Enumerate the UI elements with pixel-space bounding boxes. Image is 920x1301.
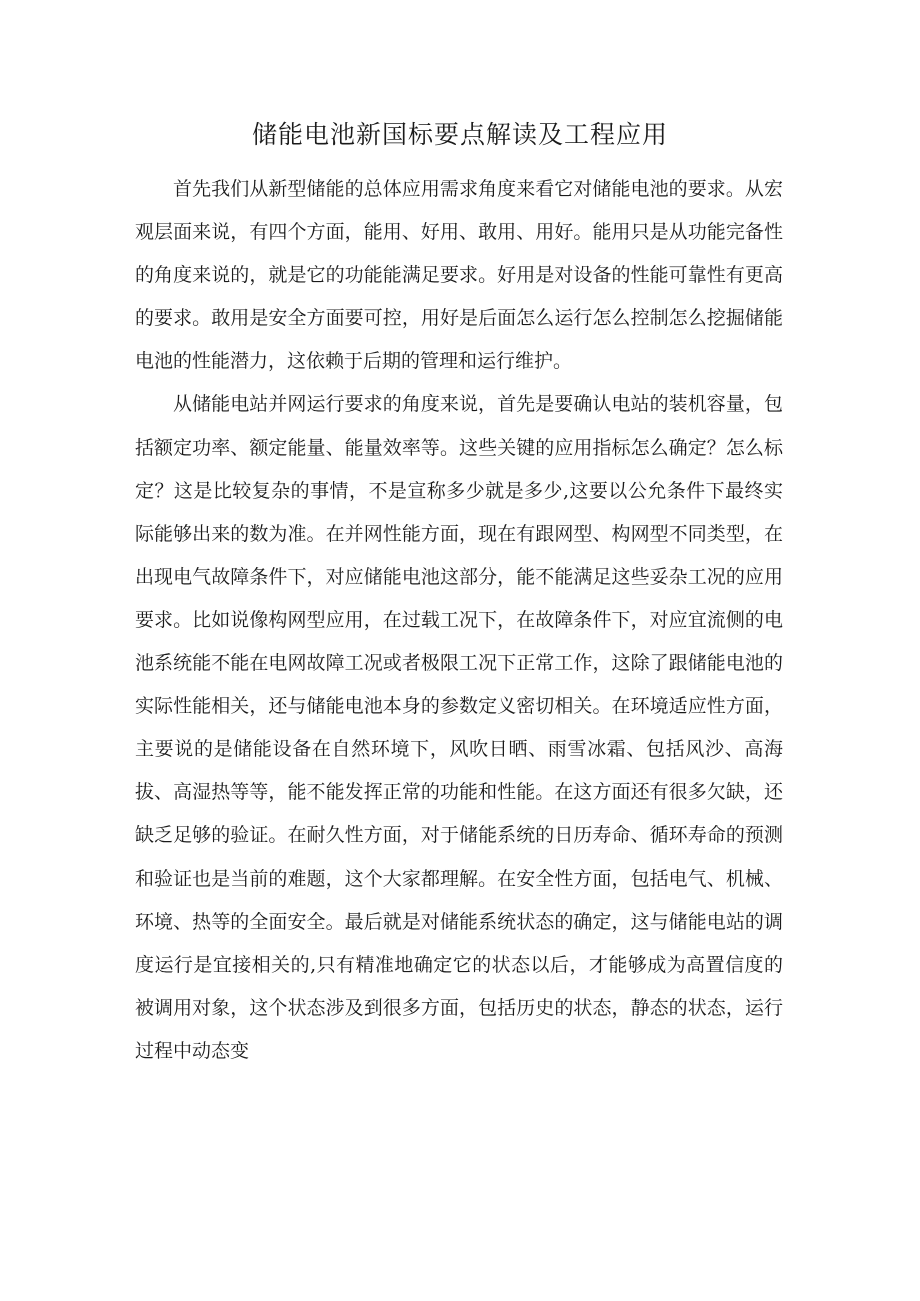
paragraph-2: 从储能电站并网运行要求的角度来说，首先是要确认电站的装机容量，包括额定功率、额定能量、能量效率等。这些关键的应用指标怎么确定？怎么标定？这是比较复杂的事情，不是宣称多少就是多少,这要以公允条件下最终实际能够出来的数为准。在并网性能方面，现在有跟网型、构网型不同类型，在出现电气故障条件下，对应储能电池这部分，能不能满足这些妥杂工况的应用要求。比如说像构网型应用，在过载工况下，在故障条件下，对应宜流侧的电池系统能不能在电网故障工况或者极限工况下正常工作，这除了跟储能电池的实际性能相关，还与储能电池本身的参数定义密切相关。在环境适应性方面，主要说的是储能设备在自然环境下，风吹日晒、雨雪冰霜、包括风沙、高海拔、高湿热等等，能不能发挥正常的功能和性能。在这方面还有很多欠缺，还缺乏足够的验证。在耐久性方面，对于储能系统的日历寿命、循环寿命的预测和验证也是当前的难题，这个大家都理解。在安全性方面，包括电气、机械、环境、热等的全面安全。最后就是对储能系统状态的确定，这与储能电站的调度运行是宜接相关的,只有精准地确定它的状态以后，才能够成为高置信度的被调用对象，这个状态涉及到很多方面，包括历史的状态，静态的状态，运行过程中动态变	[135, 393, 783, 1062]
page-title: 储能电池新国标要点解读及工程应用	[251, 120, 668, 149]
paragraph-1: 首先我们从新型储能的总体应用需求角度来看它对储能电池的要求。从宏观层面来说，有四个方面，能用、好用、敢用、用好。能用只是从功能完备性的角度来说的，就是它的功能能满足要求。好用是对设备的性能可靠性有更高的要求。敢用是安全方面要可控，用好是后面怎么运行怎么控制怎么挖掘储能电池的性能潜力，这依赖于后期的管理和运行维护。	[135, 178, 783, 373]
document-body	[135, 168, 783, 1073]
